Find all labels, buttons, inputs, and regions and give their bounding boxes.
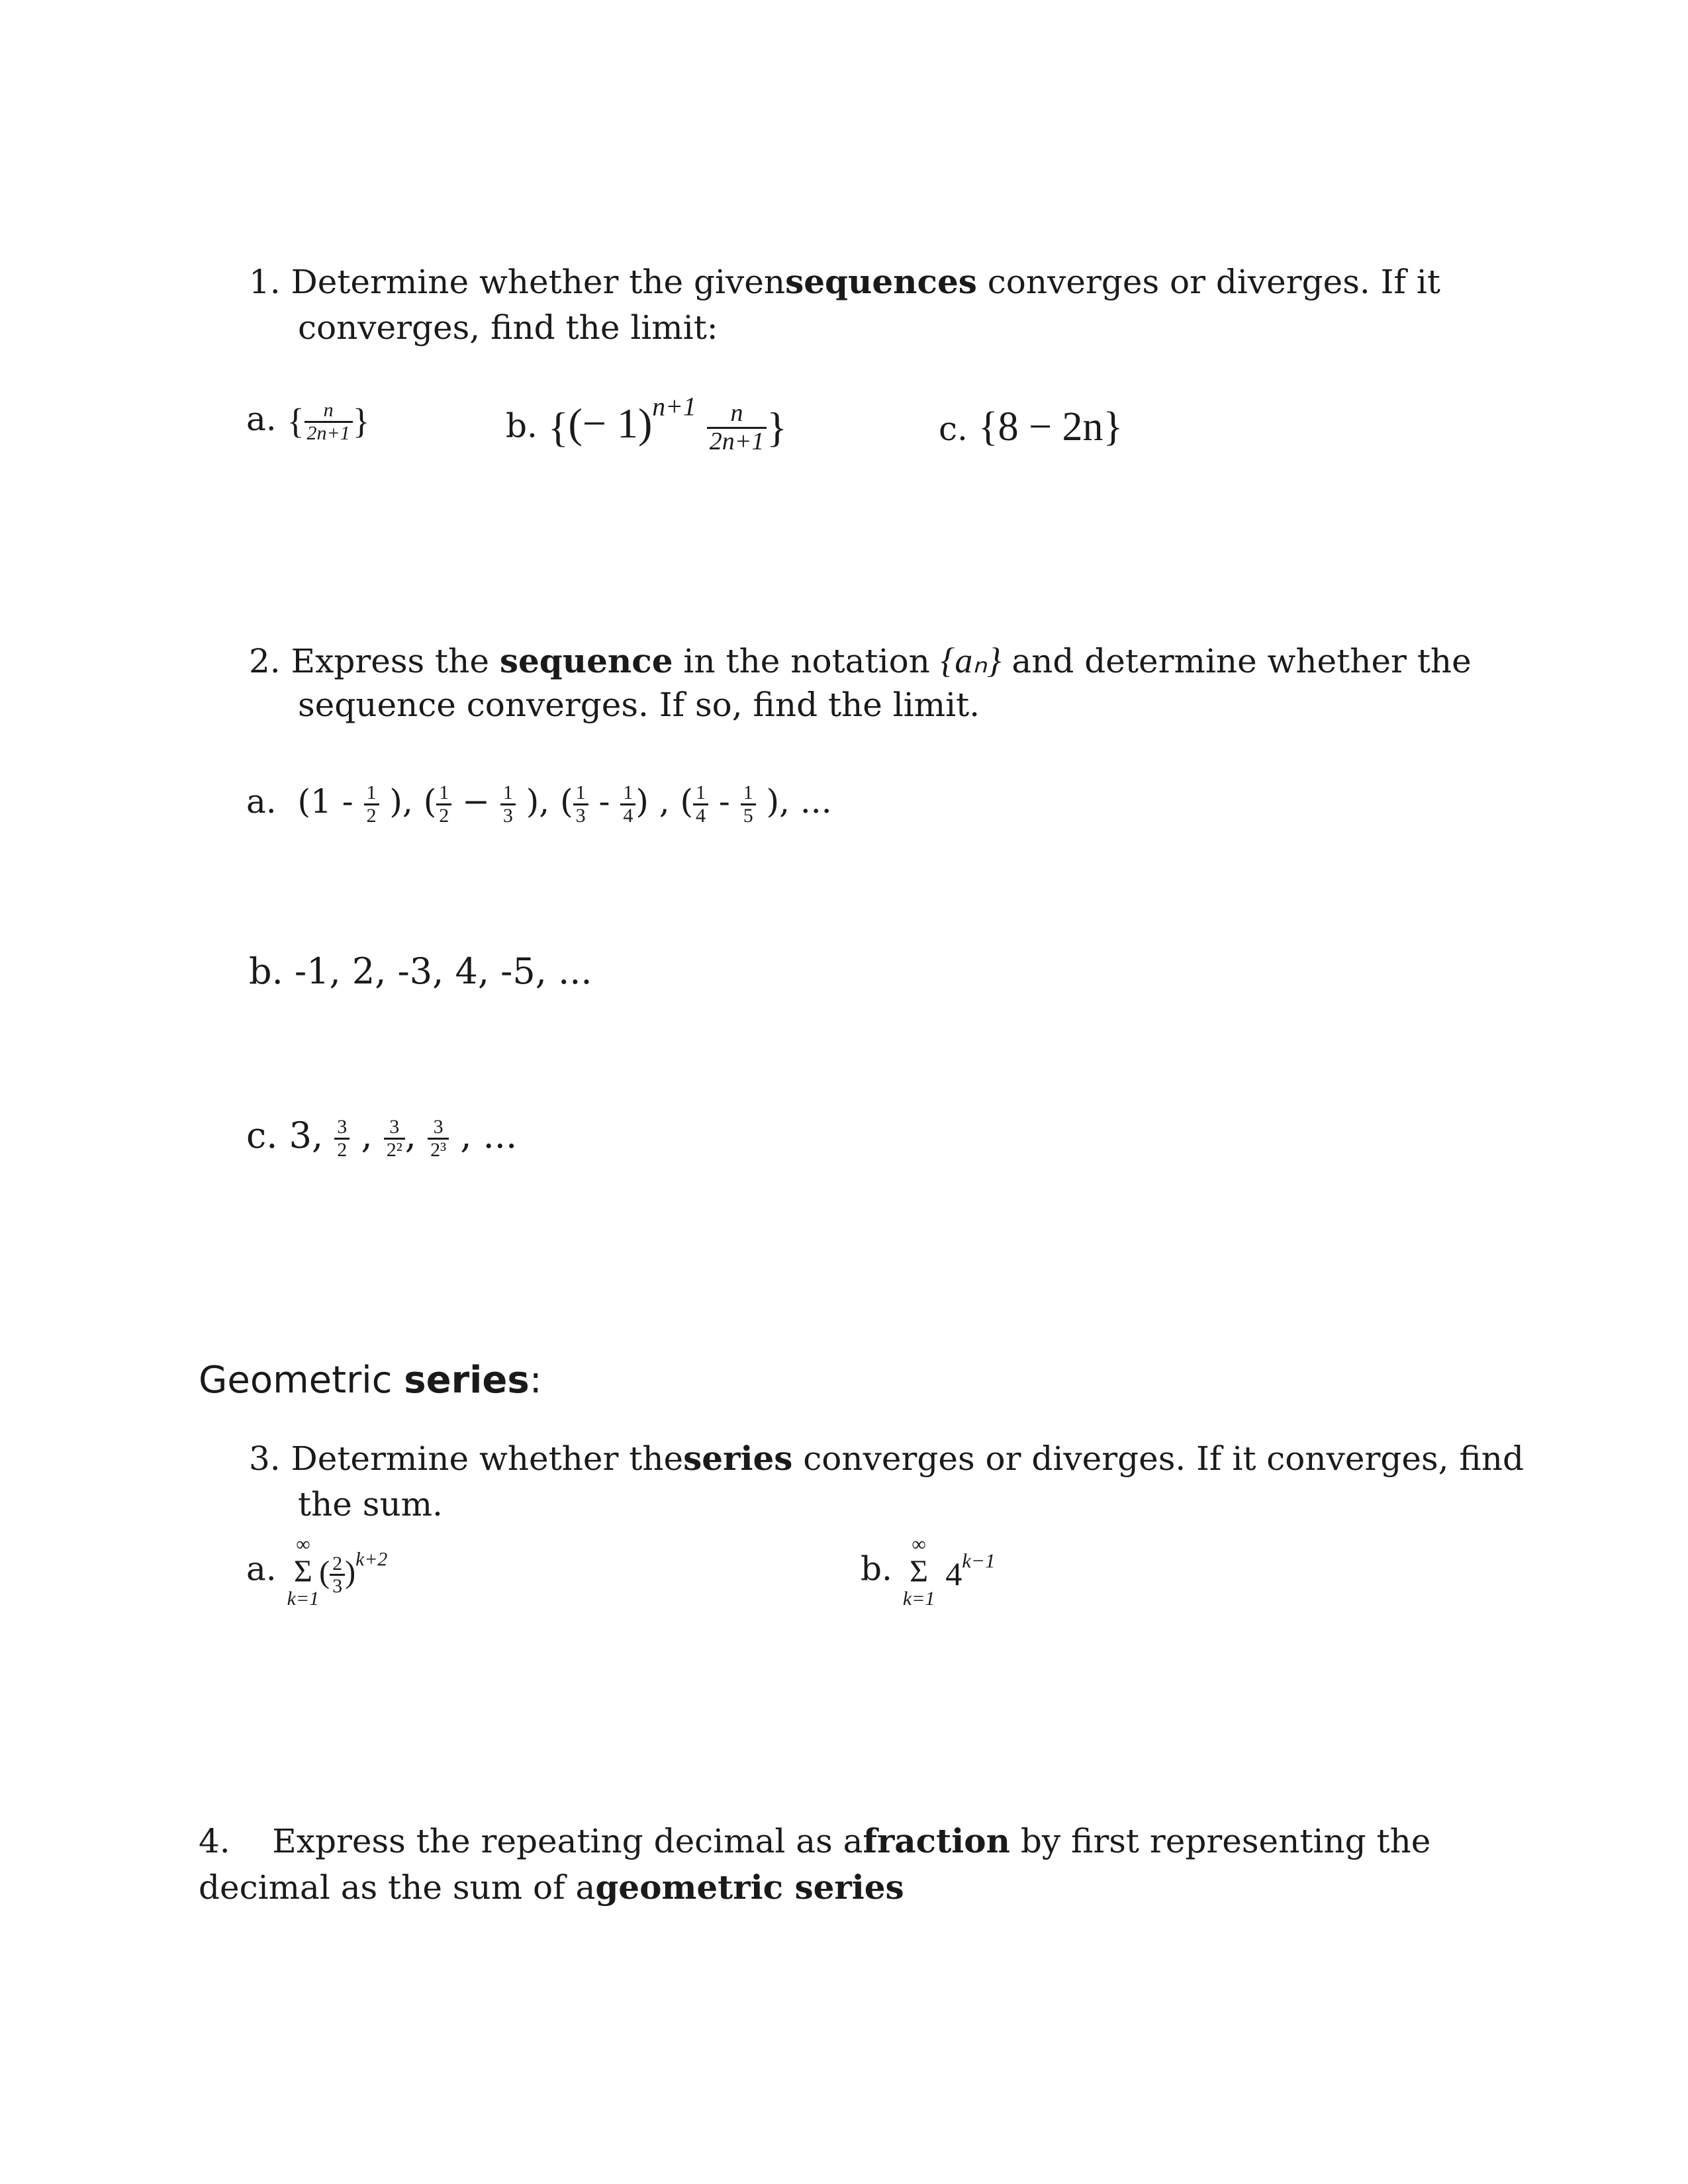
q1b-exponent: n+1	[652, 392, 696, 421]
q2-part-c: c. 3, $\frac{3}{2}$ , $\frac{3}{\text{2²}}$ , $\frac{3}{\text{2³}}$ , ...	[246, 1115, 518, 1161]
q2a-term-1-frac1	[436, 782, 451, 826]
q3a-numerator: 2	[330, 1553, 345, 1576]
q2c-frac-0-den: 2	[337, 1138, 348, 1161]
q2a-term-0-frac1-num: 1	[364, 782, 379, 805]
q2a-term-1-close: ),	[515, 782, 550, 821]
q1a-label: a.	[246, 400, 277, 438]
q1a-denominator: 2n+1	[306, 422, 350, 444]
q4-line2-pre: decimal as the sum of a	[199, 1868, 596, 1907]
section-heading	[199, 1355, 542, 1406]
q1a-open-brace: {	[287, 401, 305, 441]
q2a-term-3-close: ), ...	[755, 782, 832, 821]
q2b-label: b.	[249, 950, 283, 992]
q1-line2: converges, find the limit:	[298, 308, 718, 347]
q1b-denominator: 2n+1	[709, 427, 765, 455]
q2-line1	[249, 637, 1472, 685]
q4-text-pre: Express the repeating decimal as a	[272, 1822, 863, 1860]
q2-text-mid: in the notation	[673, 642, 941, 680]
q1a-numerator: n	[305, 400, 353, 423]
q2a-term-2-open: (	[560, 782, 573, 821]
q1b-open-brace: {	[547, 403, 569, 451]
q1-text-post: converges or diverges. If it	[976, 263, 1440, 301]
q1-part-c	[939, 400, 1123, 455]
q2a-term-0-open: (1 -	[297, 782, 364, 821]
q2a-term-1-frac2-den: 3	[502, 804, 513, 827]
q2a-term-0	[297, 782, 413, 827]
q2a-term-1-frac1-num: 1	[436, 782, 451, 805]
q3a-denominator: 3	[332, 1575, 343, 1598]
q4-text-bold: fraction	[863, 1821, 1010, 1860]
q2a-term-2-mid: -	[588, 782, 621, 821]
q3b-base: 4	[945, 1555, 962, 1592]
q2-text-pre: Express the	[291, 642, 500, 680]
q2a-term-3-frac2-den: 5	[743, 804, 753, 827]
q2-line2: sequence converges. If so, find the limit.	[298, 686, 980, 724]
q3a-fraction	[330, 1553, 345, 1597]
q3-text-pre: Determine whether the	[291, 1439, 684, 1478]
q3-text-bold: series	[683, 1439, 793, 1478]
q2-notation: {aₙ}	[940, 641, 1002, 680]
q2c-frac-2-num: 3	[428, 1116, 449, 1140]
q2c-ellipsis: , ...	[460, 1115, 518, 1156]
q4-number: 4.	[199, 1822, 230, 1860]
q3b-sigma: Σ	[910, 1553, 929, 1589]
q1b-fraction	[707, 400, 767, 455]
q2c-frac-1-num: 3	[384, 1116, 405, 1140]
q2a-term-3-open: (	[680, 782, 694, 821]
q3-number: 3.	[249, 1439, 281, 1478]
section-heading-post: :	[529, 1359, 542, 1402]
q3a-summation	[287, 1534, 320, 1609]
q1b-expression	[547, 392, 788, 455]
q2a-term-2-frac2	[620, 782, 635, 826]
q2-part-b	[249, 948, 592, 996]
q2a-term-1	[423, 782, 550, 827]
q2c-frac-0-num: 3	[334, 1116, 350, 1140]
q2a-term-3-frac1	[693, 782, 708, 826]
q1-part-b	[506, 389, 787, 456]
q4-text-post: by first representing the	[1009, 1822, 1431, 1860]
q2a-term-3-frac2-num: 1	[741, 782, 756, 805]
q3a-upper-limit: ∞	[296, 1533, 310, 1555]
section-heading-bold: series	[404, 1359, 530, 1402]
q3b-exponent: k−1	[962, 1549, 996, 1572]
q3b-upper-limit: ∞	[912, 1533, 926, 1555]
q2c-label: c.	[246, 1115, 278, 1156]
q2-part-a	[246, 780, 832, 826]
q4-line2-bold: geometric series	[595, 1868, 904, 1907]
q2a-term-2-frac2-den: 4	[623, 804, 633, 827]
q2-number: 2.	[249, 642, 281, 680]
q1c-label: c.	[939, 410, 968, 448]
q2a-term-1-mid: −	[451, 782, 500, 821]
q3b-summation	[903, 1534, 935, 1609]
q2b-sequence: -1, 2, -3, 4, -5, ...	[294, 950, 592, 992]
q1a-close-brace: }	[352, 401, 370, 441]
q2a-term-2-frac1-den: 3	[575, 804, 586, 827]
q2a-term-0-close: ),	[379, 782, 413, 821]
q3-line1	[249, 1436, 1524, 1482]
q4-line1	[199, 1819, 1430, 1864]
q2a-term-3-frac1-num: 1	[693, 782, 708, 805]
q3b-term	[945, 1549, 996, 1592]
q2c-frac-1	[384, 1116, 405, 1160]
q3a-exponent: k+2	[355, 1548, 388, 1570]
q2-text-post: and determine whether the	[1001, 642, 1472, 680]
q2a-term-0-frac1-den: 2	[366, 804, 377, 827]
q2c-first-term: 3,	[289, 1115, 324, 1156]
q3a-term: ( $\frac{2}{3}$ )$^{k+2}$	[319, 1548, 388, 1598]
q1b-base: (− 1)	[568, 399, 653, 447]
q2c-frac-2	[428, 1116, 449, 1160]
q2a-term-2-frac2-num: 1	[620, 782, 635, 805]
q2c-frac-2-den: 2³	[430, 1138, 447, 1161]
q2c-frac-1-den: 2²	[386, 1138, 402, 1161]
q2a-term-2-frac1-num: 1	[573, 782, 588, 805]
q1-text-bold: sequences	[785, 262, 977, 301]
q1b-label: b.	[506, 406, 538, 445]
q3-line2: the sum.	[298, 1485, 443, 1524]
q2c-frac-0	[334, 1116, 350, 1160]
q4-line2	[199, 1865, 904, 1911]
q3-part-a	[246, 1534, 387, 1609]
q3a-label: a.	[246, 1549, 277, 1588]
q2a-term-3	[680, 782, 832, 827]
q1-line1	[249, 259, 1440, 305]
q2a-term-2-frac1	[573, 782, 588, 826]
q2a-term-1-open: (	[423, 782, 437, 821]
q2a-term-1-frac2	[500, 782, 516, 826]
q1a-fraction	[305, 400, 353, 443]
q2a-term-3-frac2	[741, 782, 756, 826]
q3-part-b	[861, 1534, 995, 1609]
q2a-term-2-close: ) ,	[635, 782, 670, 821]
q2-text-bold: sequence	[499, 641, 673, 680]
section-heading-pre: Geometric	[199, 1359, 404, 1402]
q1-text-pre: Determine whether the given	[291, 263, 786, 301]
q1-part-a	[246, 397, 370, 445]
q2a-term-2	[560, 782, 670, 827]
q2a-term-3-frac1-den: 4	[696, 804, 706, 827]
q2a-term-0-frac1	[364, 782, 379, 826]
q3a-sigma: Σ	[293, 1553, 312, 1589]
q3-text-post: converges or diverges. If it converges, find	[792, 1439, 1524, 1478]
q1c-expression: {8 − 2n}	[978, 404, 1123, 449]
q1b-numerator: n	[707, 400, 767, 429]
q3a-lower-limit: k=1	[287, 1587, 320, 1610]
q2a-label: a.	[246, 782, 277, 821]
q1b-close-brace: }	[767, 403, 788, 451]
q2a-term-1-frac1-den: 2	[439, 804, 449, 827]
q3b-lower-limit: k=1	[902, 1587, 935, 1610]
q3b-label: b.	[861, 1549, 892, 1588]
q2a-term-1-frac2-num: 1	[500, 782, 516, 805]
q1-number: 1.	[249, 263, 281, 301]
q2a-term-3-mid: -	[708, 782, 741, 821]
